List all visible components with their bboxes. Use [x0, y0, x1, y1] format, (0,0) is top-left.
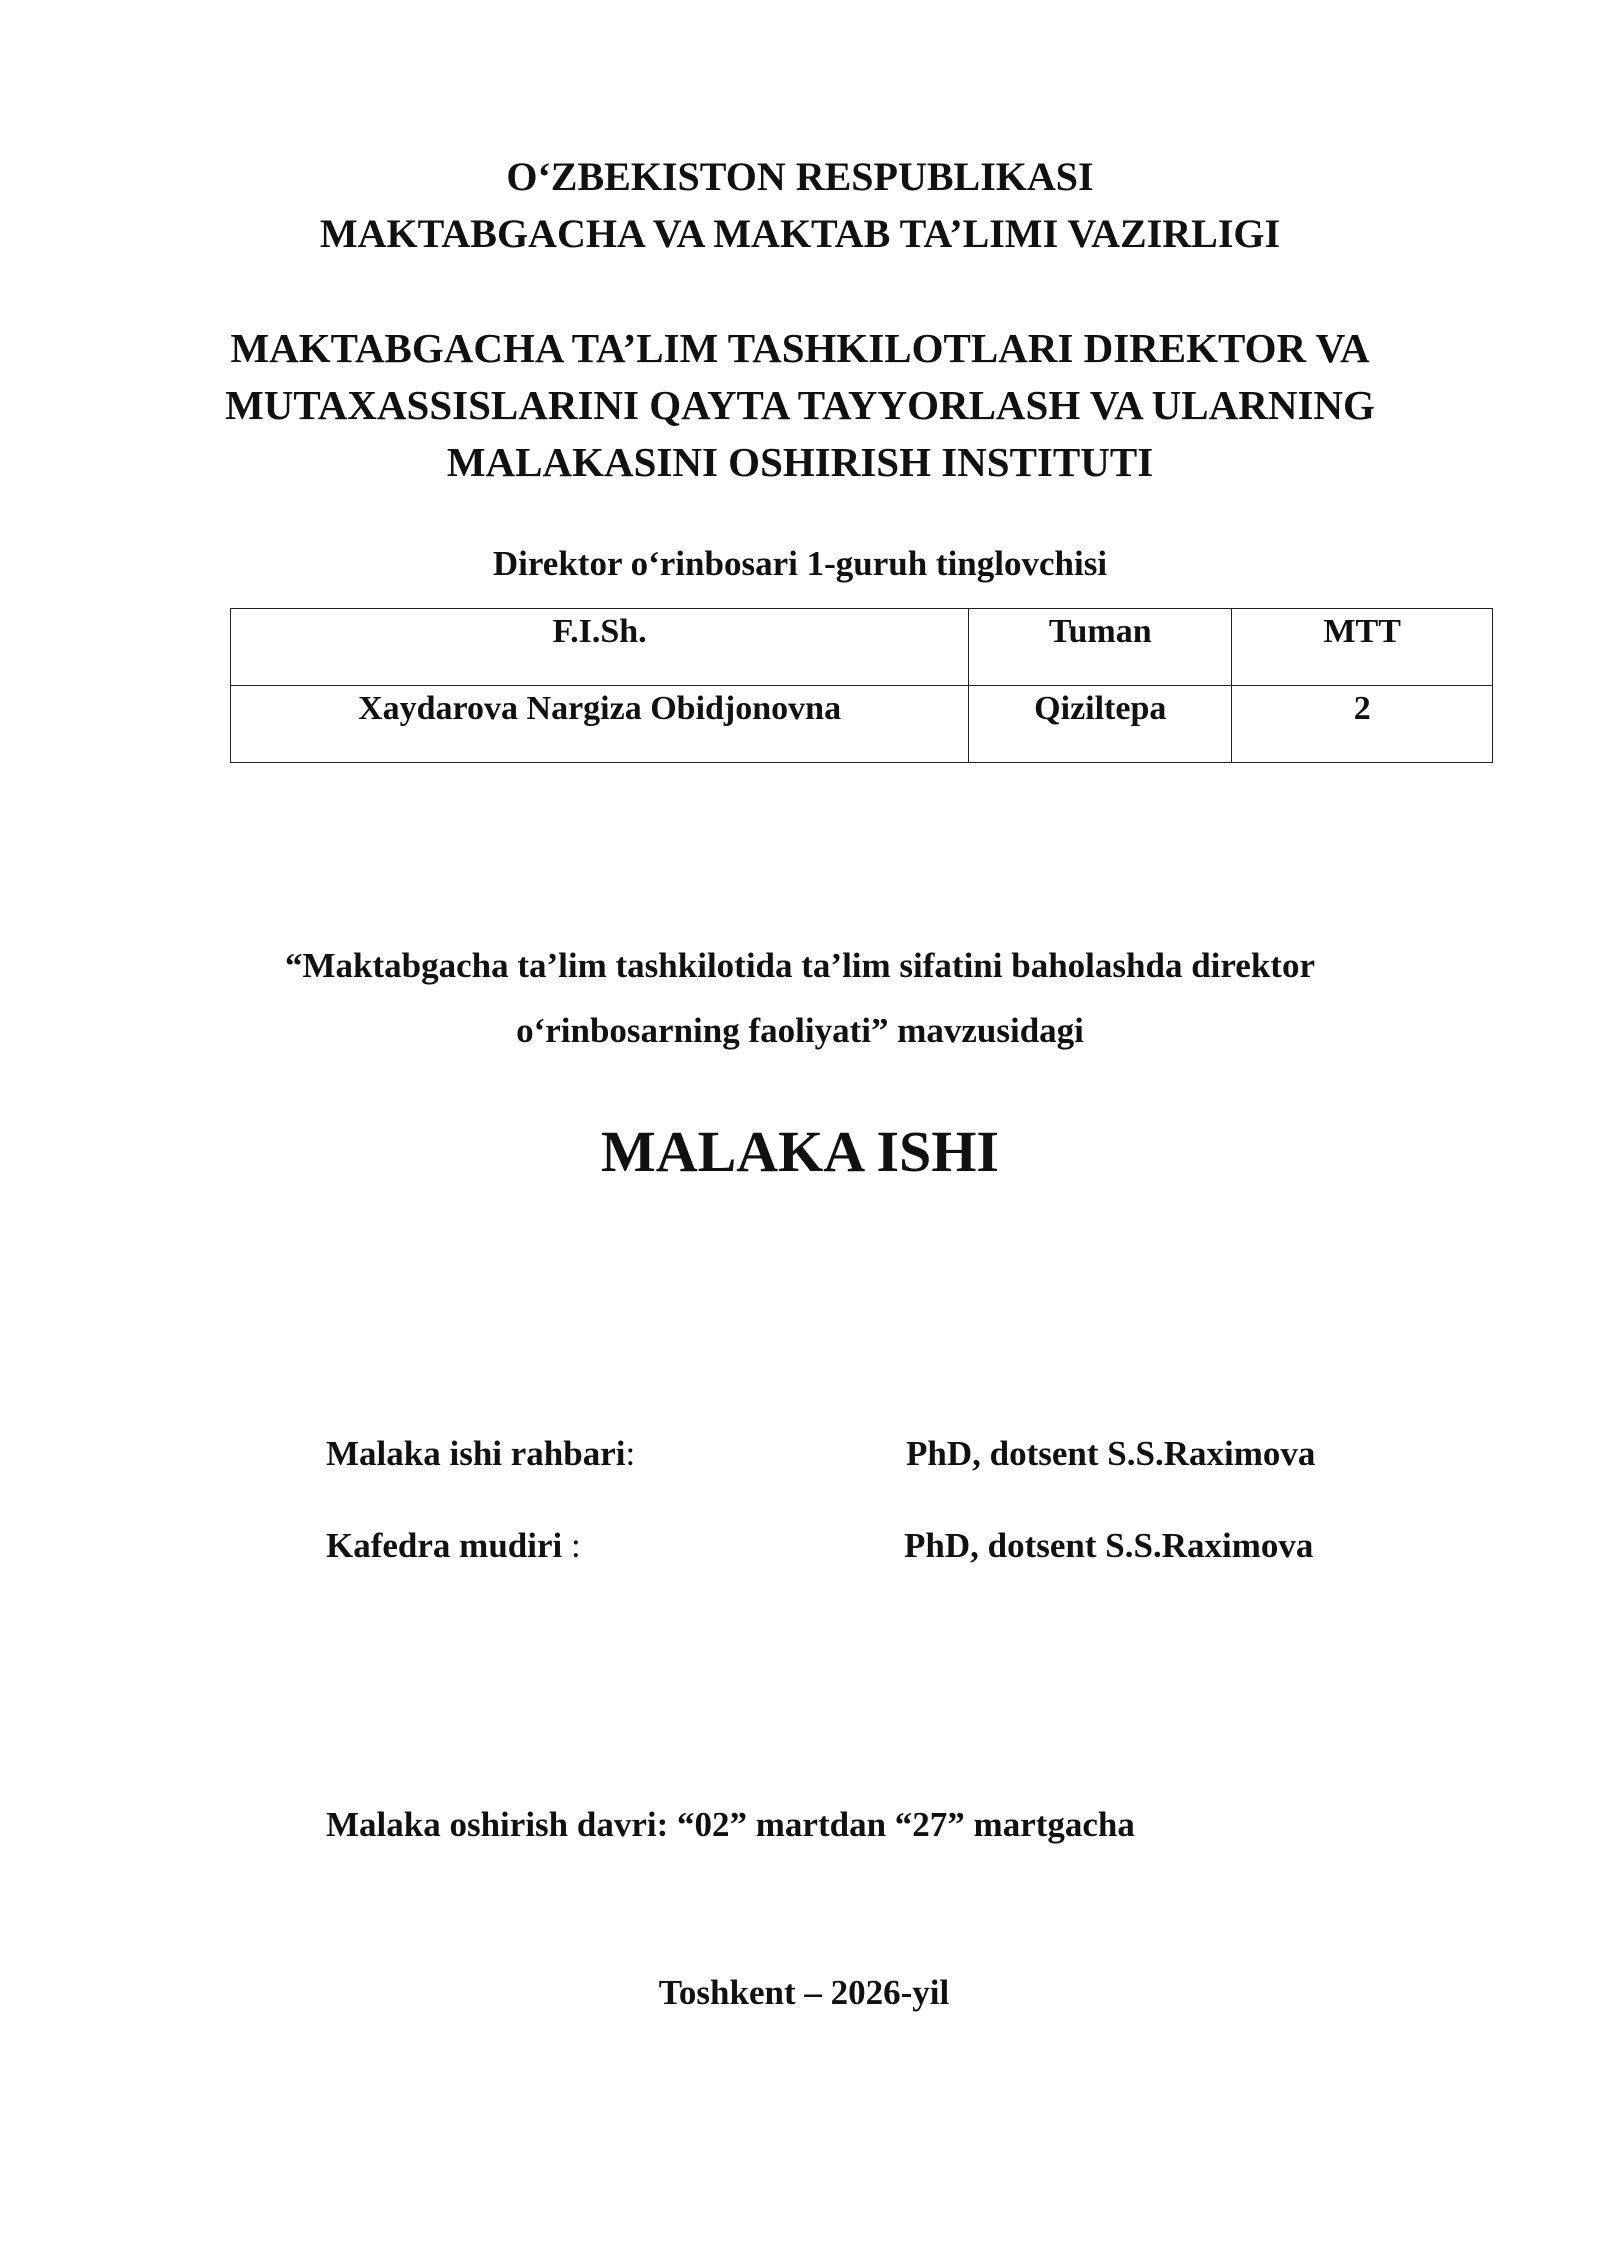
head-of-department-label	[326, 1526, 581, 1566]
cell-district: Qiziltepa	[969, 686, 1232, 763]
supervisor-label	[326, 1434, 635, 1474]
head-of-department-label-text: Kafedra mudiri	[326, 1526, 571, 1565]
document-type-title: MALAKA ISHI	[600, 1119, 999, 1184]
student-table	[230, 608, 1493, 763]
ministry-line-1: O‘ZBEKISTON RESPUBLIKASI	[506, 154, 1094, 199]
training-period: Malaka oshirish davri: “02” martdan “27” martgacha	[326, 1805, 1135, 1844]
group-title: Direktor o‘rinbosari 1-guruh tinglovchisi	[492, 544, 1108, 583]
institute-line-3: MALAKASINI OSHIRISH INSTITUTI	[446, 439, 1154, 485]
column-header-mtt: MTT	[1232, 609, 1493, 686]
ministry-line-2: MAKTABGACHA VA MAKTAB TA’LIMI VAZIRLIGI	[319, 211, 1281, 256]
cell-mtt: 2	[1232, 686, 1493, 763]
supervisor-value: PhD, dotsent S.S.Raximova	[906, 1434, 1316, 1473]
column-header-fish: F.I.Sh.	[231, 609, 969, 686]
table-row	[231, 686, 1493, 763]
table-header-row	[231, 609, 1493, 686]
place-and-year: Toshkent – 2026-yil	[658, 1973, 950, 2012]
topic-line-1: “Maktabgacha ta’lim tashkilotida ta’lim sifatini baholashda direktor	[284, 946, 1315, 985]
supervisor-label-colon: :	[625, 1434, 636, 1473]
institute-line-2: MUTAXASSISLARINI QAYTA TAYYORLASH VA ULARNING	[225, 382, 1375, 428]
head-of-department-value: PhD, dotsent S.S.Raximova	[904, 1526, 1314, 1565]
cell-full-name: Xaydarova Nargiza Obidjonovna	[231, 686, 969, 763]
institute-line-1: MAKTABGACHA TA’LIM TASHKILOTLARI DIREKTOR VA	[230, 325, 1370, 371]
topic-line-2: o‘rinbosarning faoliyati” mavzusidagi	[516, 1011, 1084, 1050]
column-header-tuman: Tuman	[969, 609, 1232, 686]
supervisor-label-text: Malaka ishi rahbari	[326, 1434, 626, 1473]
head-of-department-label-colon: :	[570, 1526, 581, 1565]
